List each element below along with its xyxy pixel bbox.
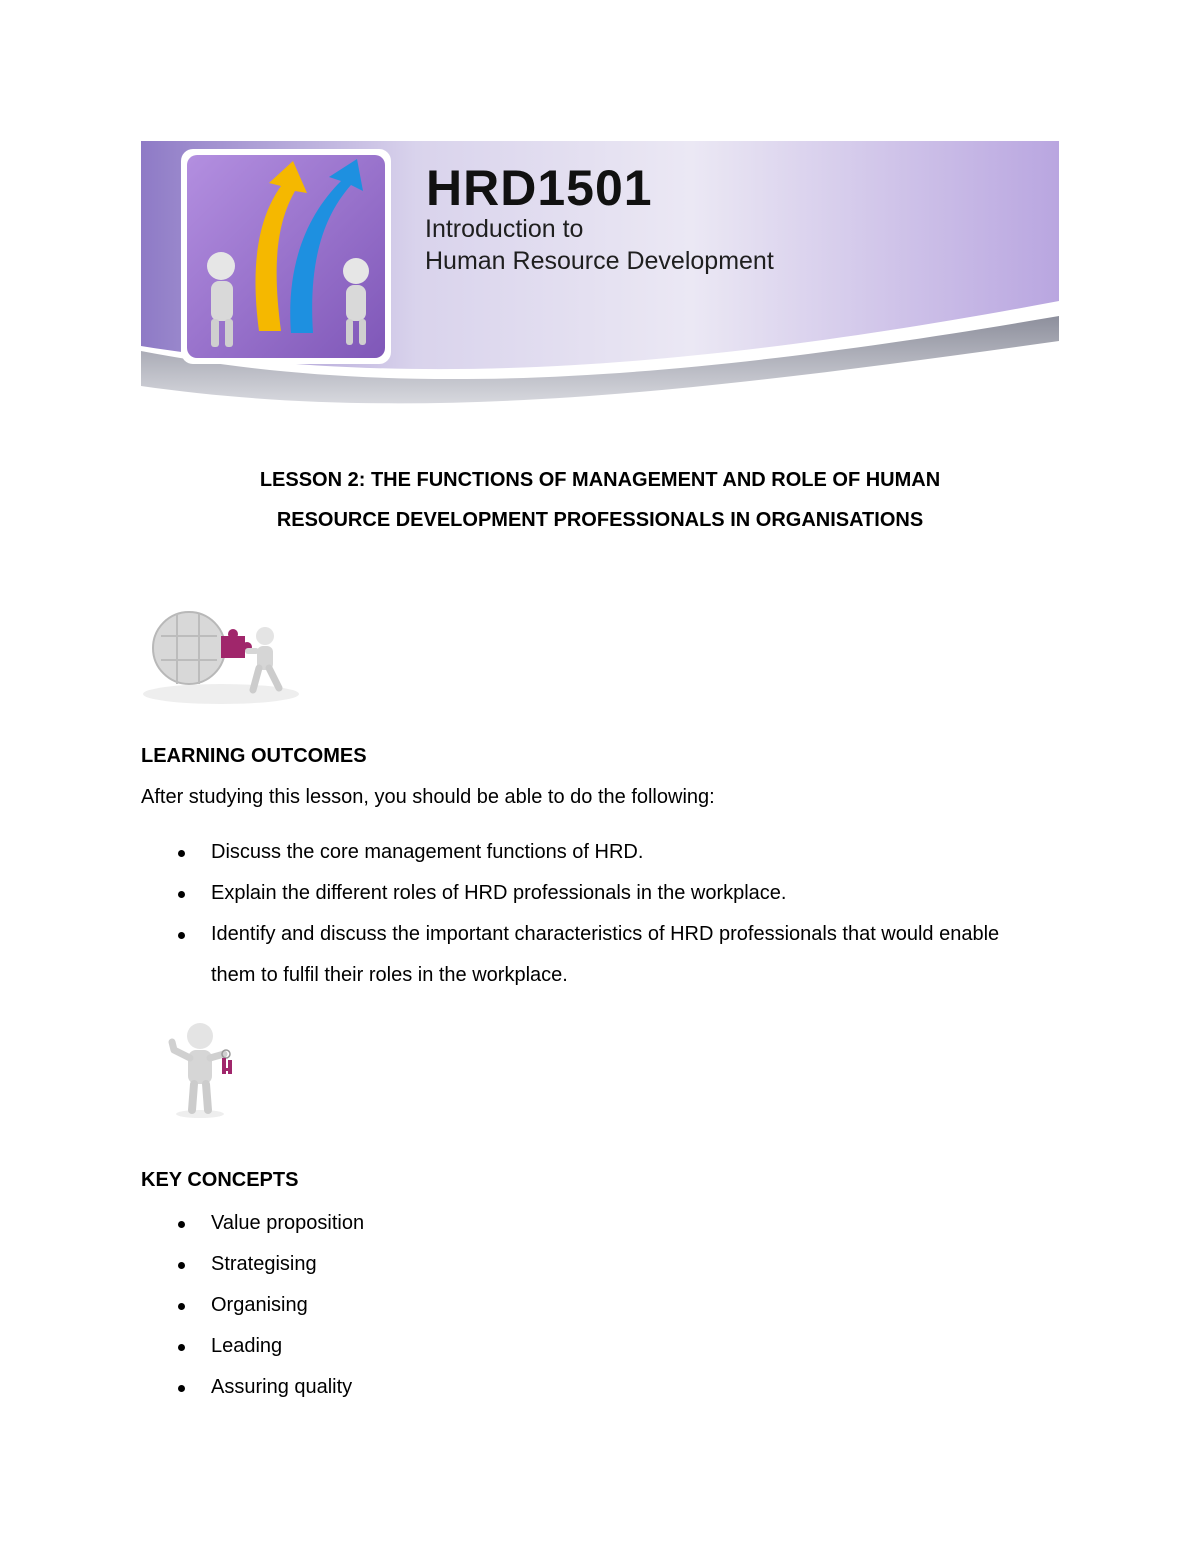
puzzle-figure-icon xyxy=(141,606,301,706)
bullet-icon xyxy=(178,891,185,898)
course-code: HRD1501 xyxy=(426,160,653,216)
list-item-text: Leading xyxy=(211,1335,283,1357)
learning-outcomes-heading: LEARNING OUTCOMES xyxy=(141,745,367,767)
bullet-icon xyxy=(178,1262,185,1269)
learning-outcomes-intro: After studying this lesson, you should be able to do the following: xyxy=(141,786,715,808)
course-subtitle-line2: Human Resource Development xyxy=(425,247,774,275)
list-item xyxy=(141,1285,1021,1326)
person-with-keys-illustration xyxy=(164,1020,244,1120)
bullet-icon xyxy=(178,1303,185,1310)
list-item xyxy=(141,1203,1021,1244)
learning-outcomes-list xyxy=(141,832,1021,996)
puzzle-illustration xyxy=(141,606,301,706)
key-concepts-heading: KEY CONCEPTS xyxy=(141,1169,299,1191)
list-item-text: Value proposition xyxy=(211,1212,365,1234)
bullet-icon xyxy=(178,1344,185,1351)
lesson-title-line1: LESSON 2: THE FUNCTIONS OF MANAGEMENT AND ROLE OF HUMAN xyxy=(259,469,941,491)
course-subtitle-line1: Introduction to xyxy=(425,215,584,243)
list-item xyxy=(141,914,1021,996)
list-item xyxy=(141,1367,1021,1408)
list-item-text: Explain the different roles of HRD professionals in the workplace. xyxy=(211,882,787,904)
bullet-icon xyxy=(178,1385,185,1392)
bullet-icon xyxy=(178,1221,185,1228)
list-item-text: Identify and discuss the important characteristics of HRD professionals that would enable them to fulfil their roles in the workplace. xyxy=(211,923,1000,986)
list-item xyxy=(141,873,1021,914)
list-item xyxy=(141,1244,1021,1285)
list-item-text: Discuss the core management functions of HRD. xyxy=(211,841,644,863)
list-item xyxy=(141,1326,1021,1367)
key-concepts-list xyxy=(141,1203,1021,1408)
lesson-title-line2: RESOURCE DEVELOPMENT PROFESSIONALS IN ORGANISATIONS xyxy=(276,509,924,531)
bullet-icon xyxy=(178,932,185,939)
lesson-title xyxy=(141,460,1059,540)
course-banner xyxy=(141,141,1059,417)
bullet-icon xyxy=(178,850,185,857)
list-item-text: Strategising xyxy=(211,1253,317,1275)
course-subtitle xyxy=(425,213,774,277)
list-item xyxy=(141,832,1021,873)
person-with-keys-icon xyxy=(164,1020,244,1120)
list-item-text: Organising xyxy=(211,1294,308,1316)
list-item-text: Assuring quality xyxy=(211,1376,353,1398)
